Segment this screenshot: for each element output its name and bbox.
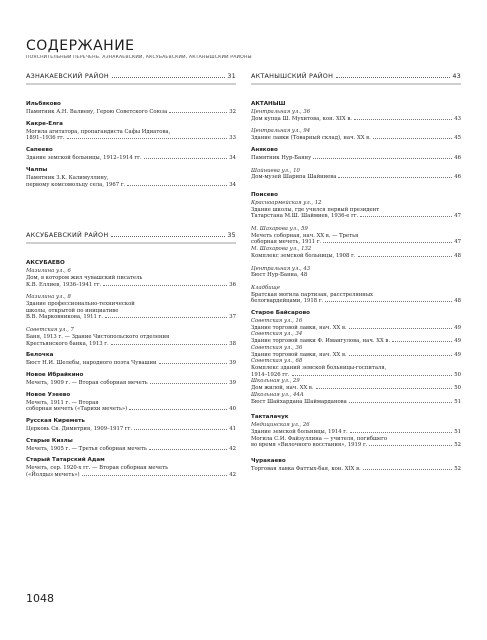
entry-text: Памятник Нур-Баяну: [251, 154, 312, 161]
place-entry: [26, 418, 236, 433]
entry-page: 46: [454, 174, 461, 181]
toc-entry: [251, 116, 461, 123]
place-entry: [26, 438, 236, 453]
place-entry: [251, 310, 461, 405]
street-address: Шайниева ул., 10: [251, 167, 300, 174]
place-entry: [26, 352, 236, 367]
district-page: 31: [227, 72, 236, 80]
place-entry: [251, 458, 461, 473]
entry-text: во время «Вилочного восстания», 1919 г.: [251, 442, 368, 449]
entry-page: 48: [454, 298, 461, 305]
toc-entry: [26, 314, 236, 321]
place-entry: [26, 372, 236, 387]
entry-text: Дом купца Ш. Мухитова, кон. XIX в.: [251, 115, 352, 122]
entry-text: Мечеть соборная, нач. XX в. — Третья: [251, 232, 359, 239]
entry-text: 1914–1926 гг.: [251, 371, 290, 378]
entry-text: Братская могила партизан, расстрелянных: [251, 291, 374, 298]
entry-page: 38: [229, 340, 236, 347]
street-address: Кладбище: [251, 284, 281, 291]
district-title: АКТАНЫШСКИЙ РАЙОН: [251, 72, 334, 80]
entry-text: 1891–1936 гг.: [26, 135, 65, 142]
street-address: М. Шахарова ул., 132: [251, 246, 312, 253]
entry-text: Дом, в котором жил чувашский писатель: [26, 274, 143, 281]
place-entry: [251, 101, 461, 142]
place-entry: [26, 147, 236, 162]
entry-text: Бюст Н.И. Шелебы, народного поэта Чувашии: [26, 360, 157, 367]
place-name: Русская Киреметь: [26, 418, 85, 425]
spacer: [26, 193, 236, 231]
entry-page: 48: [454, 252, 461, 259]
dot-leader: [159, 363, 228, 364]
toc-entry: [251, 338, 461, 345]
entry-text: Бюст Нур-Баяна, 48: [251, 272, 308, 279]
place-entry: [26, 167, 236, 188]
dot-leader: [103, 285, 227, 286]
dot-leader: [111, 236, 225, 237]
place-entry: [251, 192, 461, 305]
place-name: Новое Узеево: [26, 391, 71, 398]
entry-text: белогвардейцами, 1918 г.: [251, 298, 324, 305]
entry-text: Здание лавки (Товарный склад), нач. XX в.: [251, 135, 371, 142]
toc-entry: [26, 380, 236, 387]
toc-entry: [26, 472, 236, 479]
entry-text: В.В. Марковникова, 1911 г.: [26, 314, 103, 321]
entry-page: 45: [454, 135, 461, 142]
toc-entry: [251, 385, 461, 392]
entry-text: Здание профессионально-технической: [26, 301, 135, 308]
entry-text: Здание земской больницы, 1914 г.: [251, 428, 348, 435]
entry-text: Памятник А.Н. Валиеву, Герою Советского Союза: [26, 109, 168, 115]
entry-text: Здание торговой лавки, нач. XX в.: [251, 351, 347, 358]
entry-page: 43: [454, 115, 461, 122]
entry-page: 49: [454, 324, 461, 331]
toc-entry: [251, 213, 461, 220]
entry-text: Крестьянского банка, 1913 г.: [26, 340, 109, 347]
district-heading: [251, 72, 461, 85]
place-entry: [26, 392, 236, 413]
dot-leader: [363, 469, 453, 470]
place-name: Поисево: [251, 191, 278, 198]
dot-leader: [350, 432, 453, 433]
place-entry: [26, 260, 236, 347]
entry-page: 32: [229, 109, 236, 115]
place-name: Чалпы: [26, 166, 48, 173]
street-address: Медицинская ул., 26: [251, 422, 310, 429]
district-title: АКСУБАЕВСКИЙ РАЙОН: [26, 231, 109, 240]
toc-entry: [26, 360, 236, 367]
entry-page: 47: [454, 213, 461, 220]
dot-leader: [336, 77, 450, 78]
entry-text: Мечеть, 1911 г. — Вторая: [26, 399, 99, 406]
entry-text: Торговая лавка Фаттых-бая, кон. XIX в.: [251, 466, 361, 473]
district-page: 43: [452, 72, 461, 80]
page-subtitle: ПОЯСНИТЕЛЬНЫЙ ПЕРЕЧЕНЬ. АЗНАКАЕВСКИЙ, АКСУБАЕВСКИЙ, АКТАНЫШСКИЙ РАЙОНЫ: [26, 55, 252, 60]
place-name: Старые Кизлы: [26, 437, 73, 444]
toc-entry: [251, 372, 461, 379]
place-entry: [251, 414, 461, 449]
dot-leader: [292, 375, 453, 376]
entry-text: школы, открытой по инициативе: [26, 307, 119, 314]
toc-entry: [251, 442, 461, 449]
place-name: Новое Ибрайкино: [26, 371, 84, 378]
entry-page: 36: [229, 281, 236, 288]
entry-text: Татарстана М.Ш. Шаймиев, 1936-е гг.: [251, 213, 359, 220]
entry-page: 33: [229, 135, 236, 142]
entry-page: 40: [229, 406, 236, 413]
toc-entry: [26, 155, 236, 162]
entry-text: Мечеть, 1909 г. — Вторая соборная мечеть: [26, 379, 148, 386]
place-entry: [26, 121, 236, 142]
entry-text: Комплекс зданий земской больницы-госпиталя,: [251, 364, 387, 371]
entry-page: 51: [454, 398, 461, 405]
place-name: Чуракаево: [251, 458, 286, 465]
dot-leader: [338, 177, 452, 178]
toc-entry: [251, 174, 461, 181]
street-address: Советская ул., 16: [251, 318, 303, 325]
page-title: СОДЕРЖАНИЕ: [26, 38, 135, 54]
entry-text: Здание школы, где учился первый президент: [251, 206, 380, 213]
dot-leader: [169, 112, 227, 113]
entry-page: 42: [229, 472, 236, 479]
entry-text: Баня, 1913 г. — Здание Чистопольского отделения: [26, 333, 170, 340]
entry-page: 34: [229, 181, 236, 188]
place-name: Ильбяково: [26, 101, 61, 107]
entry-text: Здание земской больницы, 1912–1914 гг.: [26, 155, 142, 162]
street-address: Советская ул., 34: [251, 331, 303, 338]
district-page: 35: [227, 231, 236, 240]
place-name: АКТАНЫШ: [251, 101, 286, 107]
place-name: Сапеево: [26, 147, 53, 154]
place-name: Аняково: [251, 146, 278, 153]
entry-page: 49: [454, 338, 461, 345]
street-address: Центральная ул., 94: [251, 128, 311, 135]
street-address: Школьная ул., 44А: [251, 391, 304, 398]
toc-column-left: [26, 72, 236, 484]
entry-page: 39: [229, 360, 236, 367]
toc-entry: [26, 446, 236, 453]
dot-leader: [144, 158, 228, 159]
entry-page: 37: [229, 314, 236, 321]
page-number: 1048: [26, 592, 54, 605]
entry-text: Здание торговой лавки Ф. Имангулова, нач. XX в.: [251, 338, 391, 345]
toc-entry: [26, 406, 236, 413]
dot-leader: [105, 317, 227, 318]
dot-leader: [67, 138, 228, 139]
entry-text: Дом жилой, нач. XX в.: [251, 385, 314, 392]
dot-leader: [369, 445, 452, 446]
street-address: Красноармейская ул., 12: [251, 199, 322, 206]
dot-leader: [349, 402, 452, 403]
toc-entry: [26, 426, 236, 433]
dot-leader: [323, 242, 452, 243]
street-address: Центральная ул., 36: [251, 109, 311, 115]
entry-text: («Йолдыз мечеть»): [26, 472, 80, 479]
place-entry: [26, 457, 236, 478]
entry-text: соборная мечеть («Тарихи мечеть»): [26, 406, 128, 413]
toc-entry: [251, 135, 461, 142]
street-address: Советская ул., 7: [26, 327, 74, 334]
toc-entry: [251, 253, 461, 260]
entry-text: Здание торговой лавки, нач. XX в.: [251, 324, 347, 331]
dot-leader: [111, 344, 228, 345]
street-address: Мазилина ул., 6: [26, 268, 71, 275]
entry-text: Дом-музей Шарипа Шайниева: [251, 174, 337, 181]
entry-text: Памятник З.К. Калимуллину,: [26, 174, 109, 181]
entry-text: Мечеть, 1905 г. — Третья соборная мечеть: [26, 445, 147, 452]
dot-leader: [149, 449, 227, 450]
place-entry: [26, 101, 236, 116]
district-heading: [26, 231, 236, 244]
place-name: Какре-Елга: [26, 120, 63, 127]
toc-entry: [251, 466, 461, 473]
dot-leader: [127, 185, 227, 186]
entry-text: Могила агитатора, пропагандиста Сафы Идиатова,: [26, 128, 171, 135]
entry-page: 41: [229, 426, 236, 433]
entry-page: 52: [454, 466, 461, 473]
entry-page: 46: [454, 154, 461, 161]
entry-text: первому комсомольцу села, 1967 г.: [26, 181, 126, 188]
entry-text: Могила С.И. Файзуллина — учителя, погибшего: [251, 435, 388, 442]
toc-entry: [251, 399, 461, 406]
entry-page: 34: [229, 155, 236, 162]
toc-entry: [251, 325, 461, 332]
place-name: Старое Байсарово: [251, 310, 310, 317]
dot-leader: [316, 388, 453, 389]
toc-column-right: [251, 72, 461, 478]
dot-leader: [129, 409, 227, 410]
street-address: Мазилина ул., 8: [26, 294, 71, 301]
district-heading: [26, 72, 236, 85]
dot-leader: [82, 475, 228, 476]
toc-entry: [251, 429, 461, 436]
toc-entry: [251, 155, 461, 162]
entry-text: соборная мечеть, 1911 г.: [251, 239, 322, 246]
place-name: АКСУБАЕВО: [26, 260, 65, 267]
district-title: АЗНАКАЕВСКИЙ РАЙОН: [26, 72, 109, 80]
dot-leader: [358, 256, 453, 257]
toc-entry: [251, 239, 461, 246]
place-entry: [251, 147, 461, 181]
toc-entry: [26, 182, 236, 189]
place-name: Белочка: [26, 352, 54, 359]
dot-leader: [313, 158, 452, 159]
entry-page: 49: [454, 351, 461, 358]
entry-text: Мечеть, сер. 1920-х гг. — Вторая соборная мечеть: [26, 465, 169, 472]
street-address: М. Шахарова ул., 59: [251, 226, 308, 233]
place-name: Старый Татарский Адам: [26, 457, 105, 464]
street-address: Школьная ул., 29: [251, 378, 300, 385]
page-header: [26, 38, 472, 60]
entry-page: 52: [454, 442, 461, 449]
dot-leader: [150, 383, 228, 384]
dot-leader: [354, 119, 452, 120]
toc-entry: [26, 282, 236, 289]
place-name: Такталачук: [251, 414, 289, 421]
entry-page: 42: [229, 445, 236, 452]
entry-text: Бюст Шайхардана Шаймарданова: [251, 398, 347, 405]
street-address: Советская ул., 36: [251, 344, 303, 351]
toc-entry: [251, 298, 461, 305]
entry-page: 39: [229, 379, 236, 386]
toc-entry: [26, 135, 236, 142]
entry-page: 50: [454, 371, 461, 378]
dot-leader: [349, 355, 453, 356]
toc-entry: [251, 352, 461, 359]
entry-page: 47: [454, 239, 461, 246]
dot-leader: [373, 138, 452, 139]
street-address: Центральная ул., 43: [251, 265, 311, 272]
entry-text: Церковь Св. Димитрия, 1909–1917 гг.: [26, 426, 133, 433]
toc-entry: [26, 109, 236, 116]
toc-entry: [26, 341, 236, 348]
dot-leader: [112, 77, 225, 78]
street-address: Советская ул., 68: [251, 358, 303, 365]
dot-leader: [134, 429, 227, 430]
dot-leader: [325, 301, 452, 302]
entry-page: 51: [454, 428, 461, 435]
entry-text: К.В. Еллиев, 1936–1941 гг.: [26, 281, 102, 288]
dot-leader: [349, 328, 453, 329]
entry-text: Комплекс земской больницы, 1908 г.: [251, 252, 356, 259]
dot-leader: [392, 341, 452, 342]
entry-page: 50: [454, 385, 461, 392]
dot-leader: [360, 216, 452, 217]
